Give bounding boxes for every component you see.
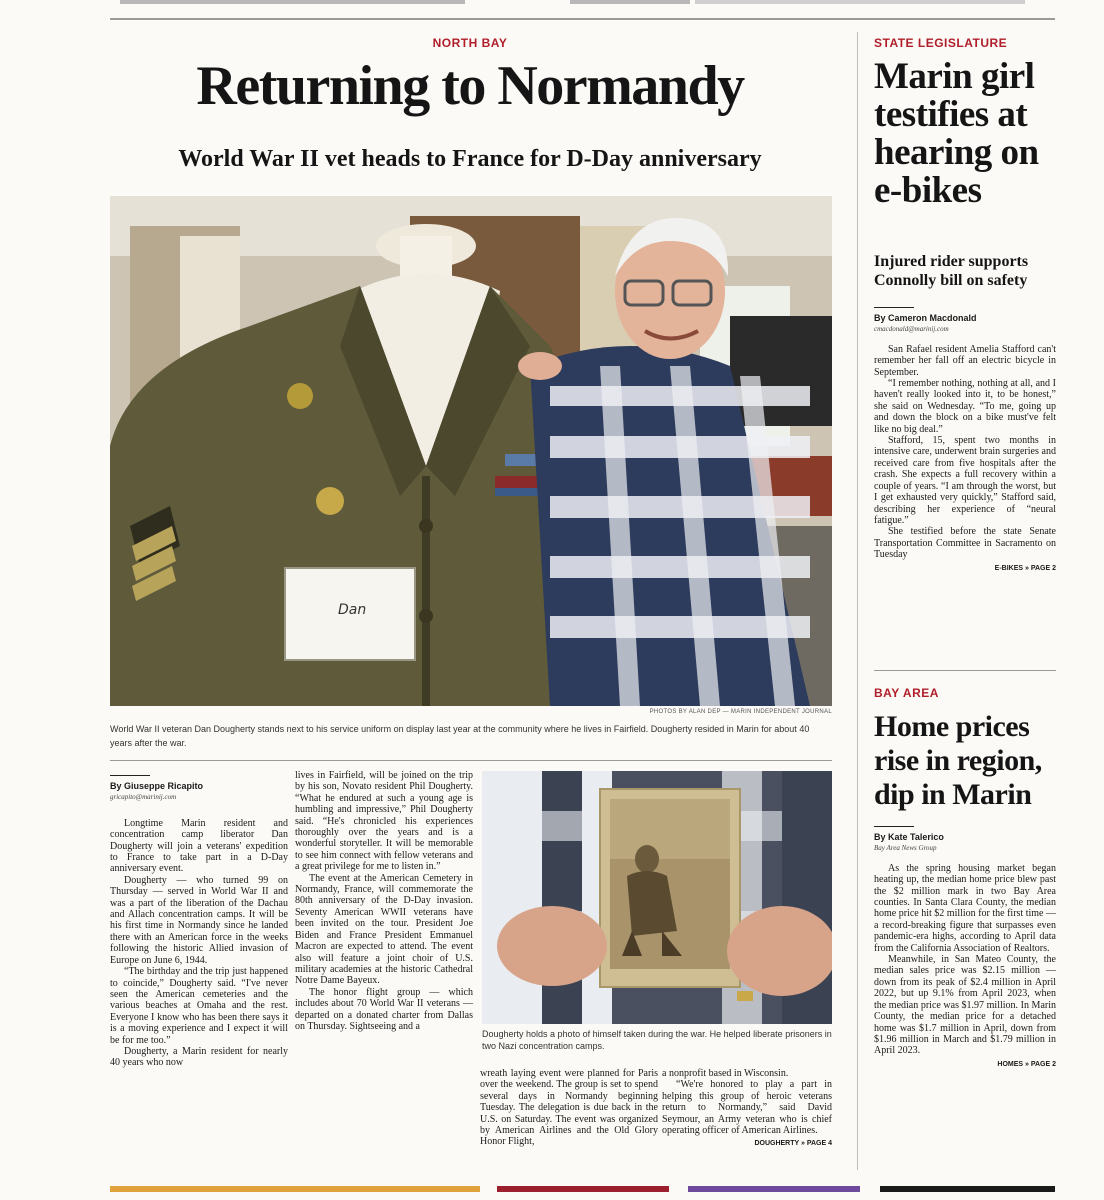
main-photo-veteran-with-uniform[interactable]	[110, 196, 832, 706]
paragraph: Dougherty — who turned 99 on Thursday — served in World War II and was a part of the liberation of the Dachau and Allach concentration camps. It will be his first time in Normandy since he landed there with an American force in the weeks following the historic Allied invasion of Europe on June 6, 1944.	[110, 874, 288, 966]
photo-credit: PHOTOS BY ALAN DEP — MARIN INDEPENDENT JOURNAL	[649, 709, 832, 715]
right2-body	[874, 826, 1056, 1070]
caption-rule	[110, 760, 832, 761]
inset-photo-caption: Dougherty holds a photo of himself taken during the war. He helped liberate prisoners in two Nazi concentration camps.	[482, 1029, 832, 1051]
main-story-column-4	[662, 1068, 832, 1150]
inset-photo-wartime-snapshot[interactable]	[482, 771, 832, 1024]
right1-byline-email[interactable]: cmacdonald@marinij.com	[874, 325, 949, 334]
paragraph: lives in Fairfield, will be joined on the trip by his son, Novato resident Phil Dougherty. “What he endured at such a young age is humbling and impressive,” Phil Dougherty said. “He's chronicled his experiences thoroughly over the years and is a wonderful storyteller. It will be memorable to see him connect with fellow veterans and a great privilege for me to listen in.”	[295, 770, 473, 873]
teaser-bar-purple[interactable]	[688, 1186, 860, 1192]
paragraph: Dougherty, a Marin resident for nearly 40 years who now	[110, 1045, 288, 1069]
right1-kicker: STATE LEGISLATURE	[874, 36, 1008, 50]
paragraph: As the spring housing market began heating up, the median home price blew past the $2 million mark in two Bay Area counties. In Santa Clara County, the median home price hit $2 million for the first time — a record-breaking figure that surpasses even pandemic-era highs, according to April data from the California Association of Realtors.	[874, 862, 1056, 954]
inset-photo-image	[482, 771, 832, 1024]
right1-byline[interactable]: By Cameron Macdonald	[874, 313, 977, 323]
main-kicker: NORTH BAY	[432, 36, 508, 50]
main-byline-email[interactable]: gricapito@marinij.com	[110, 793, 177, 802]
paragraph: “I remember nothing, nothing at all, and I haven't really looked into it, to be honest,” she said on Wednesday. “To me, going up and down the block on a bike must've felt like no big deal.”	[874, 378, 1056, 435]
paragraph: wreath laying event were planned for Paris over the weekend. The group is set to spend several days in Normandy beginning Tuesday. The delegation is due back in the U.S. on Saturday. The event was organized by American Airlines and the Old Glory Honor Flight,	[480, 1068, 658, 1148]
paragraph: The honor flight group — which includes about 70 World War II veterans — departed on a donated charter from Dallas on Thursday. Sightseeing and a	[295, 986, 473, 1032]
main-story-column-1	[110, 775, 288, 1069]
paragraph: San Rafael resident Amelia Stafford can't remember her fall off an electric bicycle in September.	[874, 343, 1056, 378]
right2-byline[interactable]: By Kate Talerico	[874, 832, 944, 842]
main-byline[interactable]: By Giuseppe Ricapito	[110, 781, 204, 791]
right1-dek: Injured rider supports Connolly bill on safety	[874, 253, 1029, 289]
main-headline[interactable]: Returning to Normandy	[196, 55, 744, 117]
paragraph: a nonprofit based in Wisconsin.	[662, 1068, 789, 1079]
paragraph: “We're honored to play a part in helping this group of heroic veterans return to Normandy,” said David Seymour, an Army veteran who is chief operating officer of American Airlines.	[662, 1079, 832, 1137]
right2-headline[interactable]: Home prices rise in region, dip in Marin	[874, 710, 1042, 811]
main-dek: World War II vet heads to France for D-Day anniversary	[178, 146, 762, 172]
right2-byline-org: Bay Area News Group	[874, 844, 937, 853]
right2-jump-link[interactable]: HOMES » PAGE 2	[997, 1060, 1056, 1068]
teaser-bar-red[interactable]	[497, 1186, 669, 1192]
column-rule	[857, 32, 858, 1170]
main-photo-caption: World War II veteran Dan Dougherty stands next to his service uniform on display last year at the community where he lives in Fairfield. Dougherty resided in Marin for about 40 years after the war.	[110, 724, 810, 748]
byline-rule	[110, 775, 150, 776]
paragraph: Longtime Marin resident and concentration camp liberator Dan Dougherty will join a veterans' expedition to France to take part in a D-Day anniversary event.	[110, 817, 288, 875]
masthead-strip	[0, 0, 1104, 10]
main-jump-link[interactable]: DOUGHERTY » PAGE 4	[754, 1140, 832, 1148]
paragraph: Stafford, 15, spent two months in intensive care, underwent brain surgeries and received care from five hospitals after the crash. She expects a full recovery within a couple of years. “I am through the worst, but I get exhausted very quickly,” Stafford said, describing her experience of “neural fatigue.”	[874, 435, 1056, 526]
main-photo-image	[110, 196, 832, 706]
right-separator	[874, 670, 1056, 671]
main-story-column-3	[480, 1068, 658, 1148]
paragraph: The event at the American Cemetery in Normandy, France, will commemorate the 80th anniversary of the D-Day invasion. Seventy American WWII veterans have been invited on the tour. President Joe Biden and France President Emmanuel Macron are expected to attend. The event also will feature a joint choir of U.S. military academies at the historic Cathedral Notre Dame Bayeux.	[295, 872, 473, 987]
name-tag-text: Dan	[338, 602, 367, 618]
paragraph: She testified before the state Senate Transportation Committee in Sacramento on Tuesday	[874, 526, 1056, 561]
teaser-bar-orange[interactable]	[110, 1186, 480, 1192]
byline-rule	[874, 307, 914, 308]
paragraph: Meanwhile, in San Mateo County, the median sales price was $2.15 million — down from its peak of $2.4 million in April 2022, but up 9.1% from April 2023, when the median price was $1.97 million. In Marin County, the median price for a detached home was $1.7 million in April, down from $1.96 million in March and $1.79 million in April 2023.	[874, 954, 1056, 1057]
main-story-column-2	[295, 770, 473, 1032]
byline-rule	[874, 826, 914, 827]
paragraph: “The birthday and the trip just happened to coincide,” Dougherty said. “I've never seen the American cemeteries and the various beaches at Omaha and the rest. Everyone I know who has been there says it is a moving experience and I expect it will be for me too.”	[110, 966, 288, 1046]
right1-headline[interactable]: Marin girl testifies at hearing on e-bikes	[874, 56, 1039, 211]
teaser-bar-black[interactable]	[880, 1186, 1055, 1192]
right1-jump-link[interactable]: E-BIKES » PAGE 2	[994, 564, 1056, 572]
top-rule	[110, 18, 1055, 20]
right2-kicker: BAY AREA	[874, 686, 939, 700]
right1-body	[874, 307, 1056, 574]
